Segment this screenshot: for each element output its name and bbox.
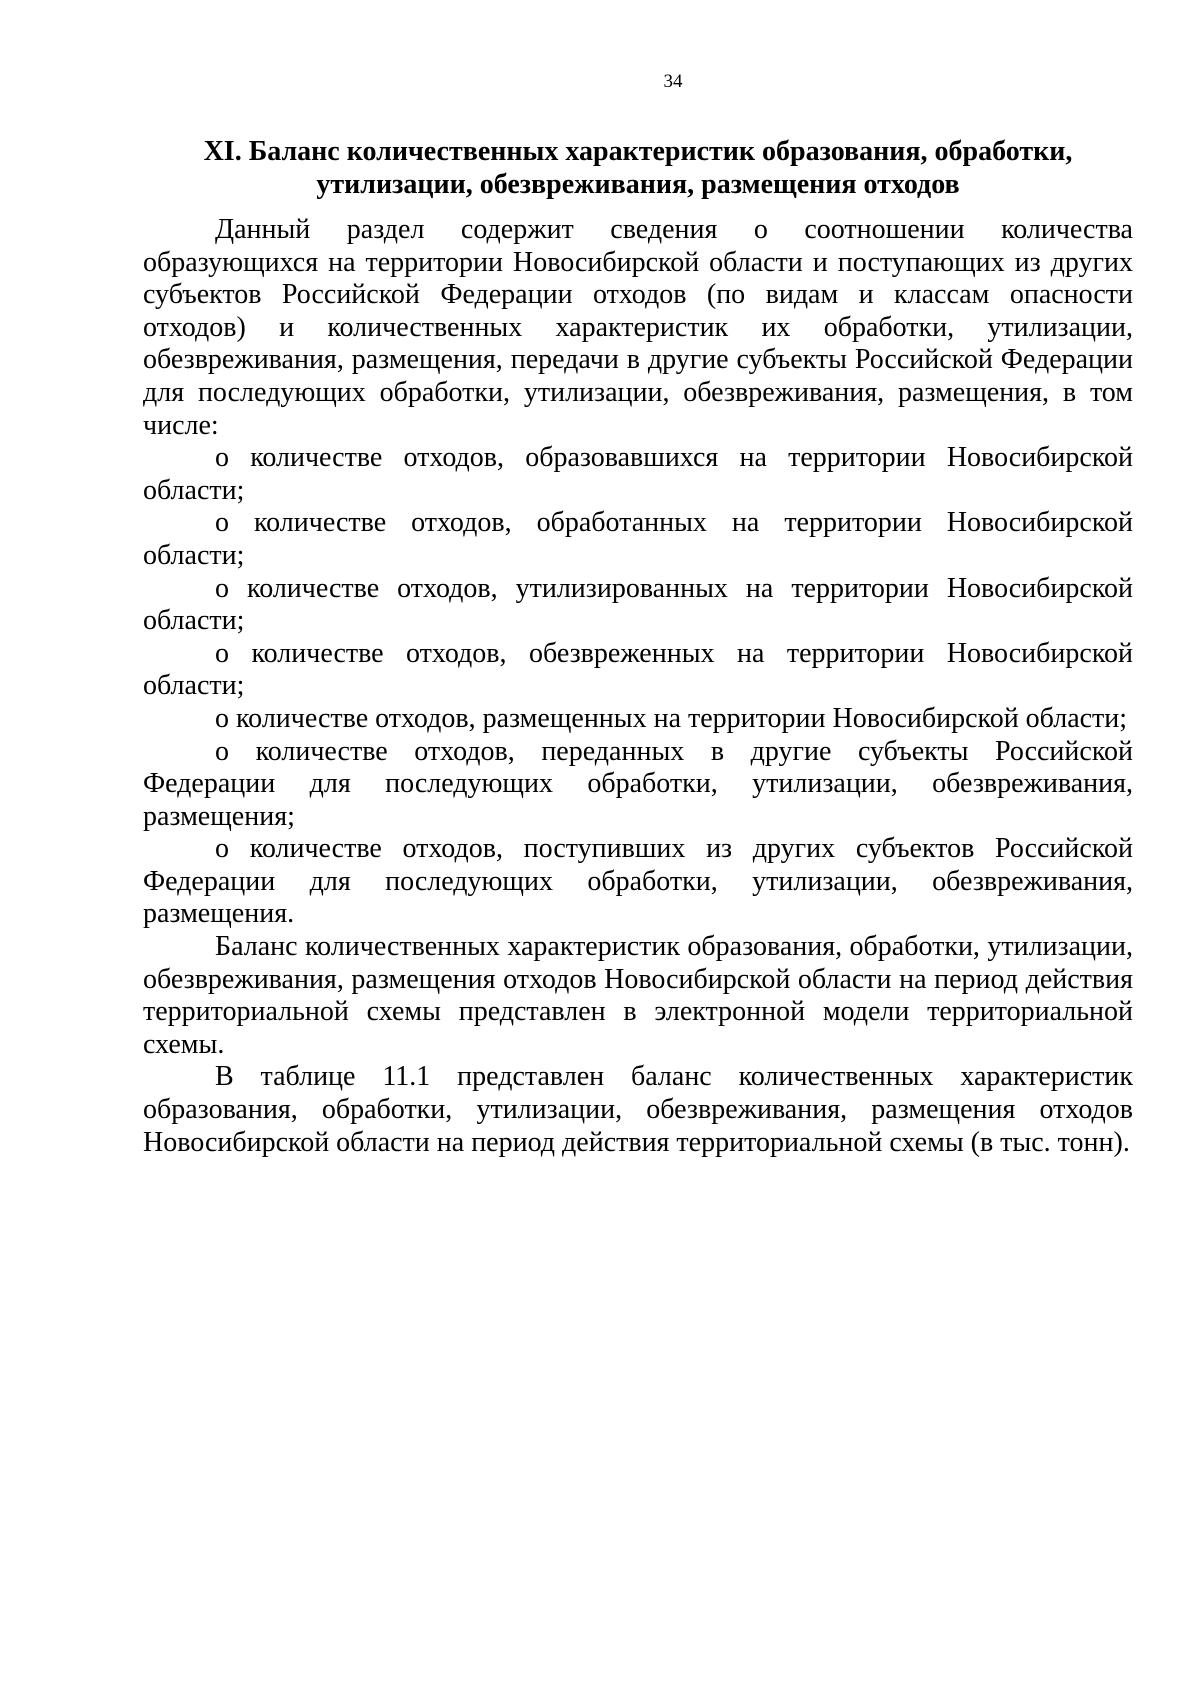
list-item-generated: о количестве отходов, образовавшихся на территории Новосибирской области;: [143, 442, 1133, 506]
table-reference-paragraph: В таблице 11.1 представлен баланс количественных характеристик образования, обработки, утилизации, обезвреживания, размещения отходов Новосибирской области на период действия территориальной схемы (в тыс. тонн).: [143, 1061, 1133, 1158]
intro-paragraph: Данный раздел содержит сведения о соотношении количества образующихся на территории Новосибирской области и поступающих из других субъектов Российской Федерации отходов (по видам и классам опасности отходов) и количественных характеристик их обработки, утилизации, обезвреживания, размещения, передачи в другие субъекты Российской Федерации для последующих обработки, утилизации, обезвреживания, размещения, в том числе:: [143, 214, 1133, 441]
section-heading-line-2: утилизации, обезвреживания, размещения отходов: [316, 168, 960, 200]
section-heading: [143, 135, 1133, 201]
list-item-processed: о количестве отходов, обработанных на территории Новосибирской области;: [143, 507, 1133, 571]
list-item-placed: о количестве отходов, размещенных на территории Новосибирской области;: [215, 702, 1128, 734]
list-item-utilized: о количестве отходов, утилизированных на территории Новосибирской области;: [143, 572, 1133, 637]
section-heading-line-1: XI. Баланс количественных характеристик образования, обработки,: [203, 135, 1073, 167]
list-item-transferred: о количестве отходов, переданных в другие субъекты Российской Федерации для последующих обработки, утилизации, обезвреживания, размещения;: [143, 735, 1133, 832]
balance-paragraph: Баланс количественных характеристик образования, обработки, утилизации, обезвреживания, размещения отходов Новосибирской области на период действия территориальной схемы представлен в электронной модели территориальной схемы.: [143, 931, 1133, 1060]
body-text: [143, 214, 1133, 1159]
list-item-received: о количестве отходов, поступивших из других субъектов Российской Федерации для последующих обработки, утилизации, обезвреживания, размещения.: [143, 833, 1133, 930]
page-number: 34: [663, 71, 683, 92]
list-item-neutralized: о количестве отходов, обезвреженных на территории Новосибирской области;: [143, 637, 1133, 702]
